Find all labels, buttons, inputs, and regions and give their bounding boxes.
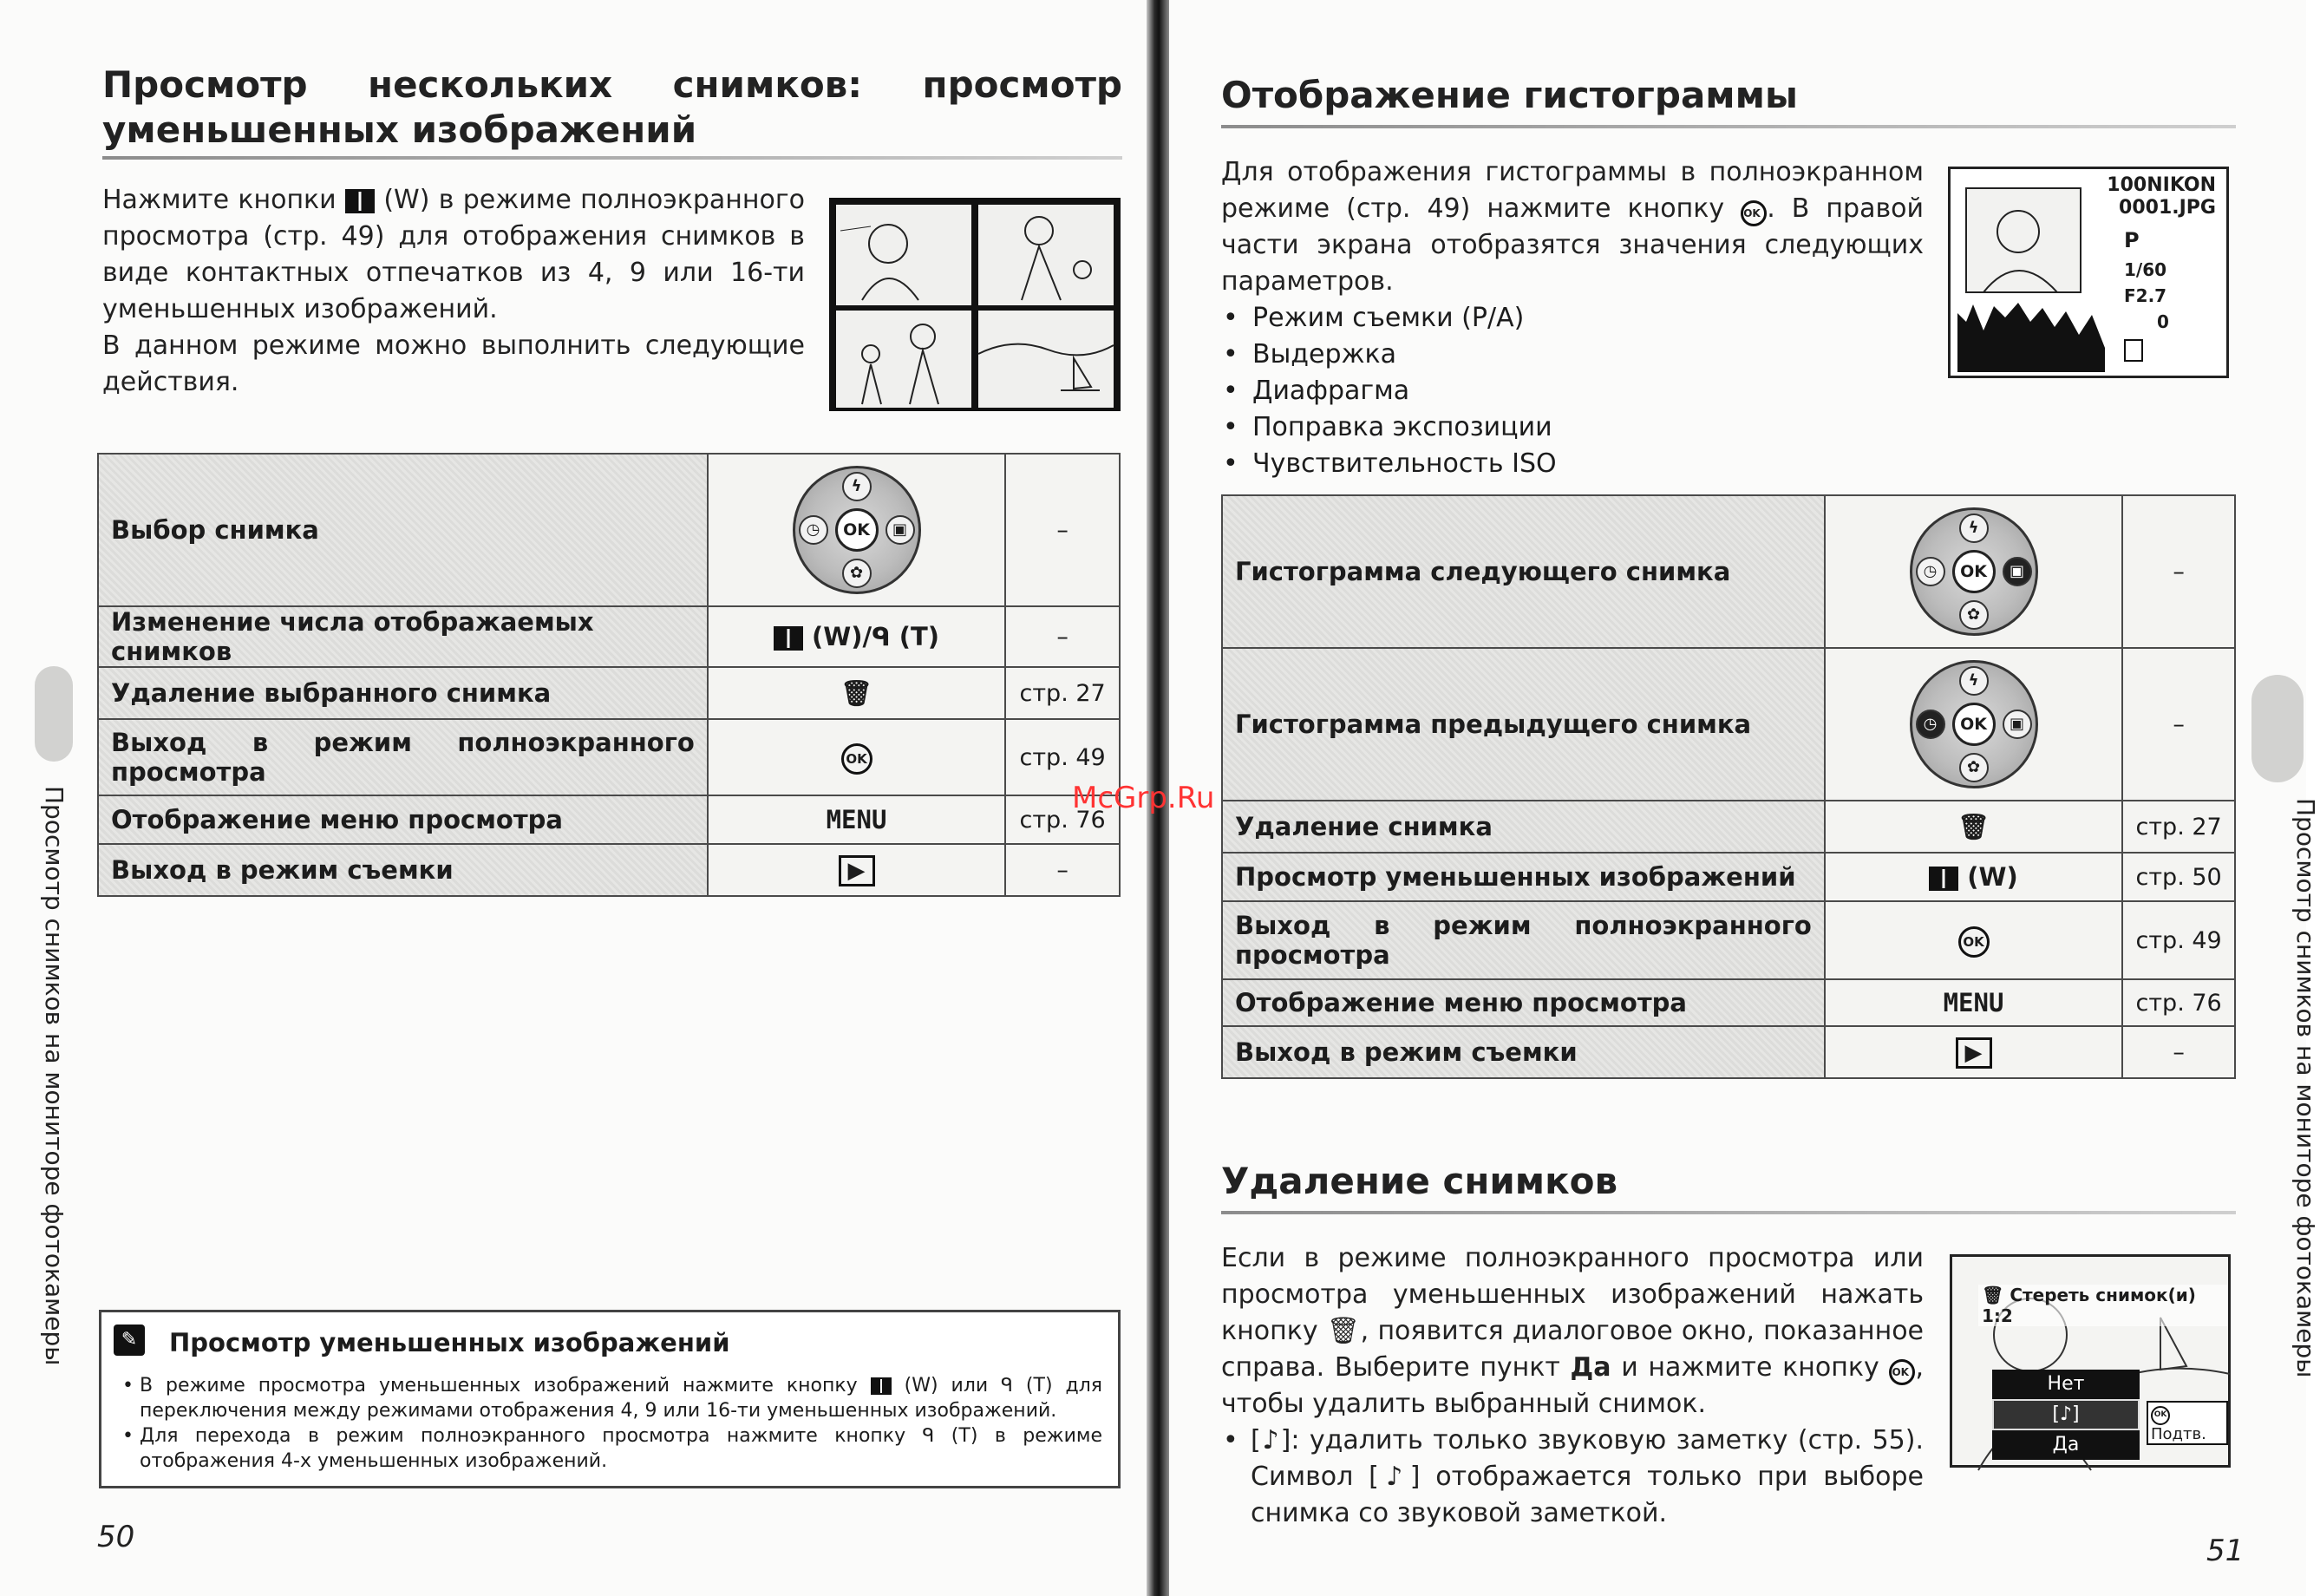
histogram-graph	[1957, 296, 2105, 372]
left-page-title	[102, 62, 1122, 153]
note-list	[122, 1373, 1102, 1474]
list-item: • Для перехода в режим полноэкранного просмотра нажмите кнопку ᑫ (T) в режиме	[122, 1425, 1102, 1447]
row-label: Изменение числа отображаемых снимков	[98, 606, 708, 667]
list-item: • Выдержка	[1221, 337, 1915, 373]
delete-title: Удаление снимков	[1221, 1160, 1618, 1202]
portrait-image	[836, 205, 971, 305]
self-timer-icon: ◷	[799, 515, 828, 545]
row-ref: –	[1005, 606, 1120, 667]
delete-dialog-illustration	[1950, 1254, 2231, 1468]
thumbnail-3	[836, 311, 971, 408]
row-label: Выход в режим съемки	[98, 844, 708, 896]
zoom-control-label: (W)/ᑫ (T)	[812, 622, 940, 651]
row-label: Удаление выбранного снимка	[98, 667, 708, 719]
ok-button[interactable]: OK	[1952, 550, 1996, 593]
play-button-icon[interactable]: ▶	[1956, 1037, 1992, 1069]
histogram-param-list	[1221, 300, 1915, 482]
macro-icon: ✿	[1959, 753, 1989, 782]
row-label: Выбор снимка	[98, 454, 708, 606]
row-label: Отображение меню просмотра	[98, 795, 708, 844]
dialog-header: 🗑 Стереть снимок(и) 1:2	[1978, 1285, 2228, 1326]
right-side-tab	[2251, 675, 2304, 782]
ok-button[interactable]: OK	[1952, 703, 1996, 746]
row-ref: стр. 27	[1005, 667, 1120, 719]
dialog-option-yes[interactable]: Да	[2052, 1434, 2080, 1455]
histogram-screen-illustration	[1948, 167, 2229, 378]
table-row	[1222, 1026, 2235, 1078]
row-ref: –	[1005, 844, 1120, 896]
title-word-4: просмотр	[922, 63, 1122, 106]
row-label: Удаление снимка	[1222, 801, 1825, 853]
title-word-2: нескольких	[368, 63, 613, 106]
right-side-label: Просмотр снимков на мониторе фотокамеры	[2291, 798, 2320, 1378]
row-ref: стр. 49	[2122, 901, 2235, 979]
row-label: Просмотр уменьшенных изображений	[1222, 853, 1825, 901]
table-row	[98, 667, 1120, 719]
exposure-comp-icon: ▣	[886, 515, 915, 545]
page-number: 50	[97, 1520, 135, 1554]
self-timer-icon: ◷	[1916, 557, 1945, 586]
table-row	[1222, 495, 2235, 648]
row-label: Выход в режим полноэкранного	[1235, 911, 1812, 940]
thumbnail-icon[interactable]	[774, 626, 803, 651]
list-item: • Поправка экспозиции	[1221, 409, 1915, 446]
delete-icon[interactable]: 🗑	[1825, 801, 2122, 853]
thumbnail-4	[978, 311, 1114, 408]
left-intro-text: Нажмите кнопки (W) в режиме полноэкранного просмотра (стр. 49) для отображения снимков в виде контактных отпечатков из 4, 9 или 16-ти уменьшенных изображений. В данном режиме можно выполнить следующие действия.	[102, 185, 805, 397]
list-item: • Диафрагма	[1221, 373, 1915, 409]
row-ref: стр. 27	[2122, 801, 2235, 853]
family-image	[978, 205, 1114, 305]
aperture: F2.7	[2124, 285, 2167, 306]
multi-selector-dial[interactable]	[1910, 660, 2038, 788]
table-row	[1222, 901, 2235, 979]
histogram-intro: Для отображения гистограммы в полноэкранном режиме (стр. 49) нажмите кнопку OK . В правой части экрана отобразятся значения следующих параметров.	[1221, 157, 1924, 297]
delete-icon: 🗑	[1326, 1316, 1361, 1346]
row-ref: –	[2122, 648, 2235, 801]
table-row	[1222, 979, 2235, 1026]
row-label: Выход в режим съемки	[1222, 1026, 1825, 1078]
shooting-mode: P	[2124, 228, 2140, 252]
children-image	[836, 311, 971, 408]
histogram-title-rule	[1221, 125, 2236, 128]
row-ref: стр. 50	[2122, 853, 2235, 901]
delete-title-rule	[1221, 1211, 2236, 1214]
sailboat-image	[978, 311, 1114, 408]
right-operations-table	[1221, 494, 2236, 1079]
portrait-image	[1966, 188, 2081, 292]
play-button-icon[interactable]: ▶	[839, 855, 875, 886]
folder-name: 100NIKON	[2107, 174, 2216, 196]
dialog-option-audio[interactable]: [♪]	[1992, 1399, 2140, 1430]
exposure-comp: 0	[2157, 311, 2169, 332]
row-label: Выход в режим полноэкранного	[111, 728, 695, 757]
page-number: 51	[2206, 1534, 2245, 1568]
flash-icon: ϟ	[842, 472, 872, 501]
list-item-cont: отображения 4-х уменьшенных изображений.	[140, 1450, 608, 1472]
row-ref: стр. 76	[2122, 979, 2235, 1026]
row-label-cont: просмотра	[1235, 940, 1390, 970]
table-row	[98, 719, 1120, 795]
flash-icon: ϟ	[1959, 513, 1989, 543]
left-title-rule	[102, 156, 1122, 160]
dialog-menu	[1992, 1370, 2140, 1460]
thumbnail-screen-illustration	[829, 198, 1121, 411]
file-name: 0001.JPG	[2119, 197, 2216, 219]
macro-icon: ✿	[1959, 600, 1989, 630]
macro-icon: ✿	[842, 559, 872, 588]
title-word-1: Просмотр	[102, 63, 308, 106]
delete-icon: 🗑	[1982, 1285, 2004, 1305]
row-label: Отображение меню просмотра	[1222, 979, 1825, 1026]
ok-button-icon[interactable]: OK	[841, 743, 872, 775]
left-operations-table	[97, 453, 1121, 897]
thumbnail-icon	[345, 189, 375, 213]
note-icon: ✎	[114, 1325, 145, 1356]
list-item: • В режиме просмотра уменьшенных изображений нажмите кнопку (W) или ᑫ (T) для	[122, 1375, 1102, 1396]
table-row	[98, 844, 1120, 896]
list-item: • Чувствительность ISO	[1221, 446, 1915, 482]
left-page	[0, 0, 1147, 1596]
ok-button-icon: OK	[1741, 200, 1767, 226]
thumbnail-icon	[871, 1377, 892, 1395]
multi-selector-dial[interactable]	[1910, 507, 2038, 636]
title-word-3: снимков:	[672, 63, 863, 106]
table-row	[1222, 853, 2235, 901]
ok-button-icon[interactable]: OK	[1958, 926, 1990, 958]
flash-icon: ϟ	[1959, 666, 1989, 696]
exposure-comp-icon: ▣	[2003, 710, 2032, 739]
delete-text: Если в режиме полноэкранного просмотра или просмотра уменьшенных изображений нажать кнопку 🗑, появится диалоговое окно, показанное справа. Выберите пункт Да и нажмите кнопку OK , чтобы удалить выбранный снимок. • [♪]: удалить только звуковую заметку (стр. 55). Символ [♪] отображается только при выборе снимка со звуковой заметкой.	[1221, 1243, 1925, 1528]
right-page	[1072, 0, 2320, 1596]
list-item: • Режим съемки (P/A)	[1221, 300, 1915, 337]
histogram-title: Отображение гистограммы	[1221, 74, 1798, 116]
menu-button-icon[interactable]: MENU	[1825, 979, 2122, 1026]
row-label-cont: просмотра	[111, 757, 266, 787]
row-label: Гистограмма следующего снимка	[1222, 495, 1825, 648]
row-ref: стр. 49	[1005, 719, 1120, 795]
table-row	[98, 454, 1120, 606]
thumbnail-1	[836, 205, 971, 305]
exposure-comp-icon[interactable]: ▣	[2003, 557, 2032, 586]
row-ref: –	[2122, 1026, 2235, 1078]
dialog-confirm-hint: OK Подтв.	[2147, 1401, 2228, 1445]
left-side-label: Просмотр снимков на мониторе фотокамеры	[40, 786, 69, 1366]
row-ref: стр. 76	[1005, 795, 1120, 844]
row-label: Гистограмма предыдущего снимка	[1222, 648, 1825, 801]
title-line-2: уменьшенных изображений	[102, 108, 697, 151]
ok-button[interactable]: OK	[835, 508, 879, 552]
note-title: Просмотр уменьшенных изображений	[169, 1328, 730, 1357]
delete-icon[interactable]: 🗑	[708, 667, 1005, 719]
ok-button-icon: OK	[2151, 1406, 2170, 1425]
watermark: McGrp.Ru	[1072, 781, 1215, 815]
dialog-option-no[interactable]: Нет	[2047, 1373, 2085, 1395]
table-row	[98, 795, 1120, 844]
menu-button-icon[interactable]: MENU	[708, 795, 1005, 844]
row-ref: –	[1005, 454, 1120, 606]
table-row	[1222, 801, 2235, 853]
thumbnail-control-label: (W)	[1967, 862, 2018, 892]
ok-button-icon: OK	[1889, 1359, 1915, 1385]
multi-selector-dial[interactable]	[793, 466, 921, 594]
table-row	[98, 606, 1120, 667]
self-timer-icon[interactable]: ◷	[1916, 710, 1945, 739]
thumbnail-2	[978, 205, 1114, 305]
list-item-cont: переключения между режимами отображения 4, 9 или 16-ти уменьшенных изображений.	[140, 1400, 1057, 1422]
left-side-tab	[35, 666, 73, 762]
note-box	[99, 1310, 1121, 1488]
iso-icon	[2124, 339, 2143, 362]
row-ref: –	[2122, 495, 2235, 648]
table-row	[1222, 648, 2235, 801]
shutter-speed: 1/60	[2124, 259, 2167, 280]
thumbnail-icon[interactable]	[1929, 867, 1958, 891]
